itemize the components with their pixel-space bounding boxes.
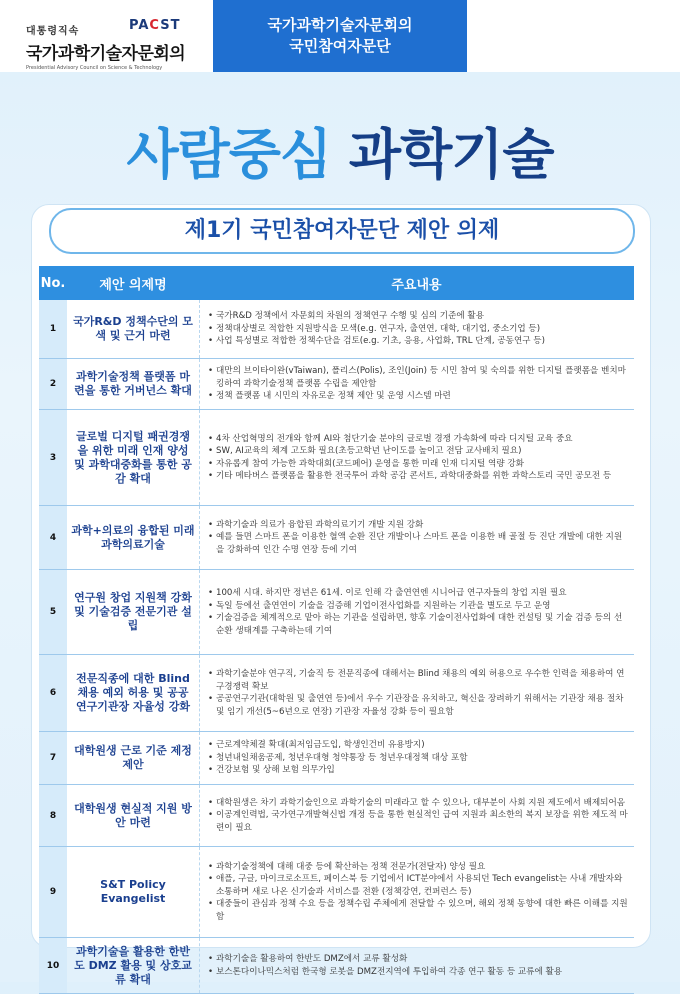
row-number: 7 <box>39 732 67 784</box>
agenda-content <box>199 938 634 993</box>
content-item: • 기타 메타버스 플랫폼을 활용한 전국투어 과학 공감 콘서트, 과학대중화를 위한 과학스토리 국민 공모전 등 <box>208 470 628 483</box>
agenda-title: S&T Policy Evangelist <box>100 878 166 905</box>
header-line-2: 국민참여자문단 <box>289 37 391 55</box>
content-item: • 과학기술을 활용하여 한반도 DMZ에서 교류 활성화 <box>208 953 628 966</box>
content-item: • 국가R&D 정책에서 자문회의 차원의 정책연구 수행 및 심의 기준에 활용 <box>208 310 628 323</box>
row-number: 10 <box>39 938 67 993</box>
header-title-box <box>213 0 467 72</box>
table-row <box>39 655 634 732</box>
logo-english-name: Presidential Advisory Council on Science & Technology <box>26 65 163 71</box>
row-number: 6 <box>39 655 67 731</box>
agenda-content <box>199 506 634 569</box>
content-item: • 대학원생은 차기 과학기술인으로 과학기술의 미래라고 할 수 있으나, 대부분이 사회 지원 제도에서 배제되어옴 <box>208 797 628 810</box>
content-item: • 애플, 구글, 마이크로소프트, 페이스북 등 기업에서 ICT분야에서 사용되던 Tech evangelist는 사내 개발자와 소통하며 새로 나온 신기술과 서비스를 전환 (정책강연, 컨퍼런스 등) <box>208 873 628 898</box>
content-item: • 기술검증을 체계적으로 맡아 하는 기관을 설립하면, 향후 기술이전사업화에 대한 컨설팅 및 기술 검증 등의 선순환 생태계를 구축하는데 기여 <box>208 612 628 637</box>
agenda-content <box>199 410 634 505</box>
agenda-title: 글로벌 디지털 패권경쟁을 위한 미래 인재 양성 및 과학대중화를 통한 공감 확대 <box>74 429 192 485</box>
row-number: 9 <box>39 847 67 937</box>
content-item: • 사업 특성별로 적합한 정책수단을 검토(e.g. 기초, 응용, 사업화, TRL 단계, 공동연구 등) <box>208 335 628 348</box>
content-item: • 과학기술정책에 대해 대중 등에 확산하는 정책 전문가(전달자) 양성 필요 <box>208 861 628 874</box>
council-logo <box>26 18 186 71</box>
logo-name: 국가과학기술자문회의 <box>26 44 186 64</box>
table-row <box>39 570 634 655</box>
agenda-content <box>199 785 634 846</box>
agenda-content <box>199 570 634 654</box>
agenda-title: 대학원생 근로 기준 제정 제안 <box>74 744 192 771</box>
content-item: • SW, AI교육의 체계 고도화 필요(초등고학년 난이도를 높이고 전담 교사배치 필요) <box>208 445 628 458</box>
main-title-part-1: 사람중심 <box>126 123 332 186</box>
agenda-content <box>199 359 634 409</box>
row-number: 2 <box>39 359 67 409</box>
table-row <box>39 506 634 570</box>
content-item: • 이공계인력법, 국가연구개발혁신법 개정 등을 통한 현실적인 급여 지원과 최소한의 복지 보장을 위한 제도적 마련이 필요 <box>208 809 628 834</box>
content-item: • 공공연구기관(대학원 및 출연연 등)에서 우수 기관장을 유치하고, 혁신을 장려하기 위해서는 기관장 채용 절차 및 임기 개선(5~6년으로 연장) 기관장 자율성 강화 등이 필요함 <box>208 693 628 718</box>
row-number: 3 <box>39 410 67 505</box>
agenda-content <box>199 847 634 937</box>
table-row <box>39 359 634 410</box>
main-title-part-2: 과학기술 <box>348 123 554 186</box>
logo-top-label: 대통령직속 <box>26 26 80 37</box>
content-item: • 근로계약체결 확대(최저임금도입, 학생인건비 유용방지) <box>208 739 628 752</box>
subtitle: 제1기 국민참여자문단 제안 의제 <box>49 208 635 254</box>
table-body <box>39 300 634 994</box>
agenda-content <box>199 655 634 731</box>
logo-brand-suffix: ST <box>160 18 181 33</box>
agenda-title: 과학기술정책 플랫폼 마련을 통한 거버넌스 확대 <box>74 370 192 397</box>
row-number: 8 <box>39 785 67 846</box>
logo-brand-accent: C <box>149 18 161 33</box>
agenda-title: 전문직종에 대한 Blind 채용 예외 허용 및 공공 연구기관장 자율성 강화 <box>76 672 190 713</box>
agenda-title: 국가R&D 정책수단의 모색 및 근거 마련 <box>73 315 193 342</box>
header-no: No. <box>40 275 66 291</box>
content-item: • 정책 플랫폼 내 시민의 자유로운 정책 제안 및 운영 시스템 마련 <box>208 390 628 403</box>
row-number: 4 <box>39 506 67 569</box>
agenda-title: 대학원생 현실적 지원 방안 마련 <box>74 801 192 829</box>
content-item: • 자유롭게 참여 가능한 과학대회(코드페어) 운영을 통한 미래 인재 디지털 역량 강화 <box>208 458 628 471</box>
table-header <box>39 266 634 300</box>
row-number: 1 <box>39 300 67 358</box>
content-item: • 정책대상별로 적합한 지원방식을 모색(e.g. 연구자, 출연연, 대학, 대기업, 중소기업 등) <box>208 323 628 336</box>
content-item: • 건강보험 및 상해 보험 의무가입 <box>208 764 628 777</box>
table-row <box>39 847 634 938</box>
table-row <box>39 785 634 847</box>
content-item: • 과학기술분야 연구직, 기술직 등 전문직종에 대해서는 Blind 채용의 예외 허용으로 우수한 인력을 채용하여 연구경쟁력 확보 <box>208 668 628 693</box>
main-title <box>0 112 680 189</box>
logo-brand-mark <box>129 18 180 33</box>
content-item: • 독일 등에선 출연연이 기술을 검증해 기업이전사업화를 지원하는 기관을 별도로 두고 운영 <box>208 600 628 613</box>
content-item: • 4차 산업혁명의 전개와 함께 AI와 첨단기술 분야의 글로벌 경쟁 가속화에 따라 디지털 교육 중요 <box>208 433 628 446</box>
table-row <box>39 732 634 785</box>
agenda-table <box>39 266 634 994</box>
content-item: • 대만의 브이타이완(vTaiwan), 폴리스(Polis), 조인(Join) 등 시민 참여 및 숙의를 위한 디지털 플랫폼을 벤치마킹하여 과학기술정책 플랫폼 수립을 제안함 <box>208 365 628 390</box>
table-row <box>39 938 634 994</box>
table-row <box>39 410 634 506</box>
logo-brand-prefix: PA <box>129 18 150 33</box>
agenda-content <box>199 300 634 358</box>
agenda-title: 과학기술을 활용한 한반도 DMZ 활용 및 상호교류 확대 <box>74 944 192 986</box>
table-row <box>39 300 634 359</box>
header-name: 제안 의제명 <box>99 277 167 293</box>
content-item: • 보스톤다이나믹스처럼 한국형 로봇을 DMZ전지역에 투입하여 각종 연구 활동 등 교류에 활용 <box>208 966 628 979</box>
header-line-1: 국가과학기술자문회의 <box>267 16 413 34</box>
agenda-content <box>199 732 634 784</box>
content-item: • 청년내일채움공제, 청년우대형 청약통장 등 청년우대정책 대상 포함 <box>208 752 628 765</box>
row-number: 5 <box>39 570 67 654</box>
header-content: 주요내용 <box>391 277 442 293</box>
content-item: • 100세 시대. 하지만 정년은 61세. 이로 인해 각 출연연엔 시니어급 연구자들의 창업 지원 필요 <box>208 587 628 600</box>
content-item: • 대중들이 관심과 정책 수요 등을 정책수립 주체에게 전달할 수 있으며, 해외 정책 동향에 대한 빠른 이해를 지원함 <box>208 898 628 923</box>
content-item: • 과학기술과 의료가 융합된 과학의료기기 개발 지원 강화 <box>208 519 628 532</box>
agenda-title: 과학+의료의 융합된 미래 과학의료기술 <box>71 523 195 551</box>
agenda-title: 연구원 창업 지원책 강화 및 기술검증 전문기관 설립 <box>74 591 192 632</box>
content-item: • 예를 들면 스마트 폰을 이용한 혈액 순환 진단 개발이나 스마트 폰을 이용한 배 골절 등 진단 개발에 대한 지원을 강화하여 인간 수명 연장 등에 기여 <box>208 531 628 556</box>
